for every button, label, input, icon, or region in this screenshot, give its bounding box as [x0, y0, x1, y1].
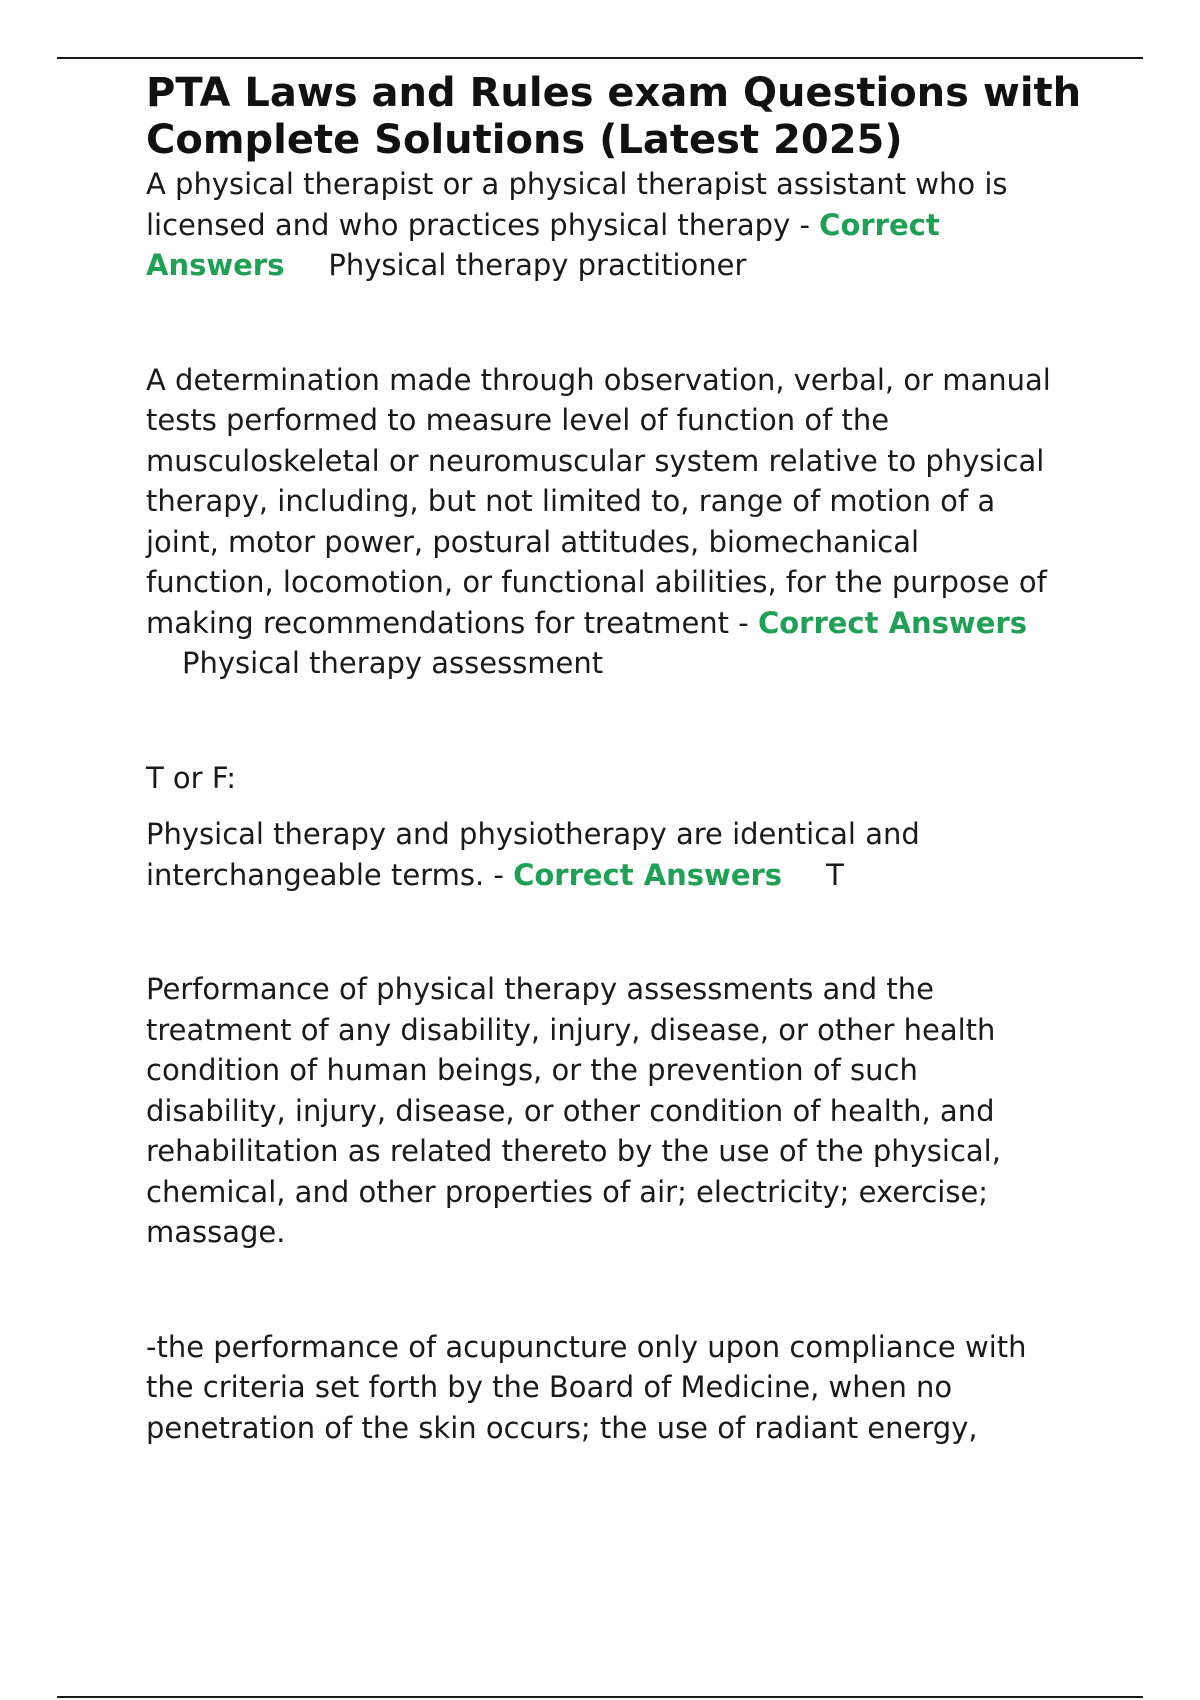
question-3-lead: T or F:: [146, 760, 237, 795]
question-2: A determination made through observation, verbal, or manual tests performed to measure level of function of the musculoskeletal or neuromuscular system relative to physical therapy, including, but not limited to, range of motion of a joint, motor power, postural attitudes, biomechanical function, locomotion, or functional abilities, for the purpose of making recommendations for treatment - Correct Answers Physical therapy assessment: [146, 362, 1051, 680]
top-rule: [57, 57, 1143, 59]
question-4: Performance of physical therapy assessments and the treatment of any disability, injury, disease, or other health condition of human beings, or the prevention of such disability, injury, disease, or other condition of health, and rehabilitation as related thereto by the use of the physical, chemical, and other properties of air; electricity; exercise; massage.: [146, 972, 1001, 1249]
correct-answers-label: Correct Answers: [513, 857, 783, 892]
correct-answers-label: Correct: [819, 207, 940, 242]
bottom-rule: [57, 1696, 1143, 1698]
answer-2: Physical therapy assessment: [182, 646, 604, 680]
answer-3: T: [826, 857, 844, 892]
question-3: Physical therapy and physiotherapy are identical and interchangeable terms. - Correct Answers T: [146, 817, 920, 892]
document-title: PTA Laws and Rules exam Questions with Complete Solutions (Latest 2025): [146, 70, 1082, 163]
question-1: A physical therapist or a physical therapist assistant who is licensed and who practices physical therapy - Correct Answers Physical therapy practitioner: [146, 167, 1008, 282]
document-body: [146, 70, 1106, 1448]
answer-1: Physical therapy practitioner: [328, 248, 747, 282]
question-5: -the performance of acupuncture only upon compliance with the criteria set forth by the Board of Medicine, when no penetration of the skin occurs; the use of radiant energy,: [146, 1329, 1027, 1445]
correct-answers-label: Correct Answers: [757, 605, 1027, 640]
correct-answers-label-cont: Answers: [146, 248, 285, 282]
